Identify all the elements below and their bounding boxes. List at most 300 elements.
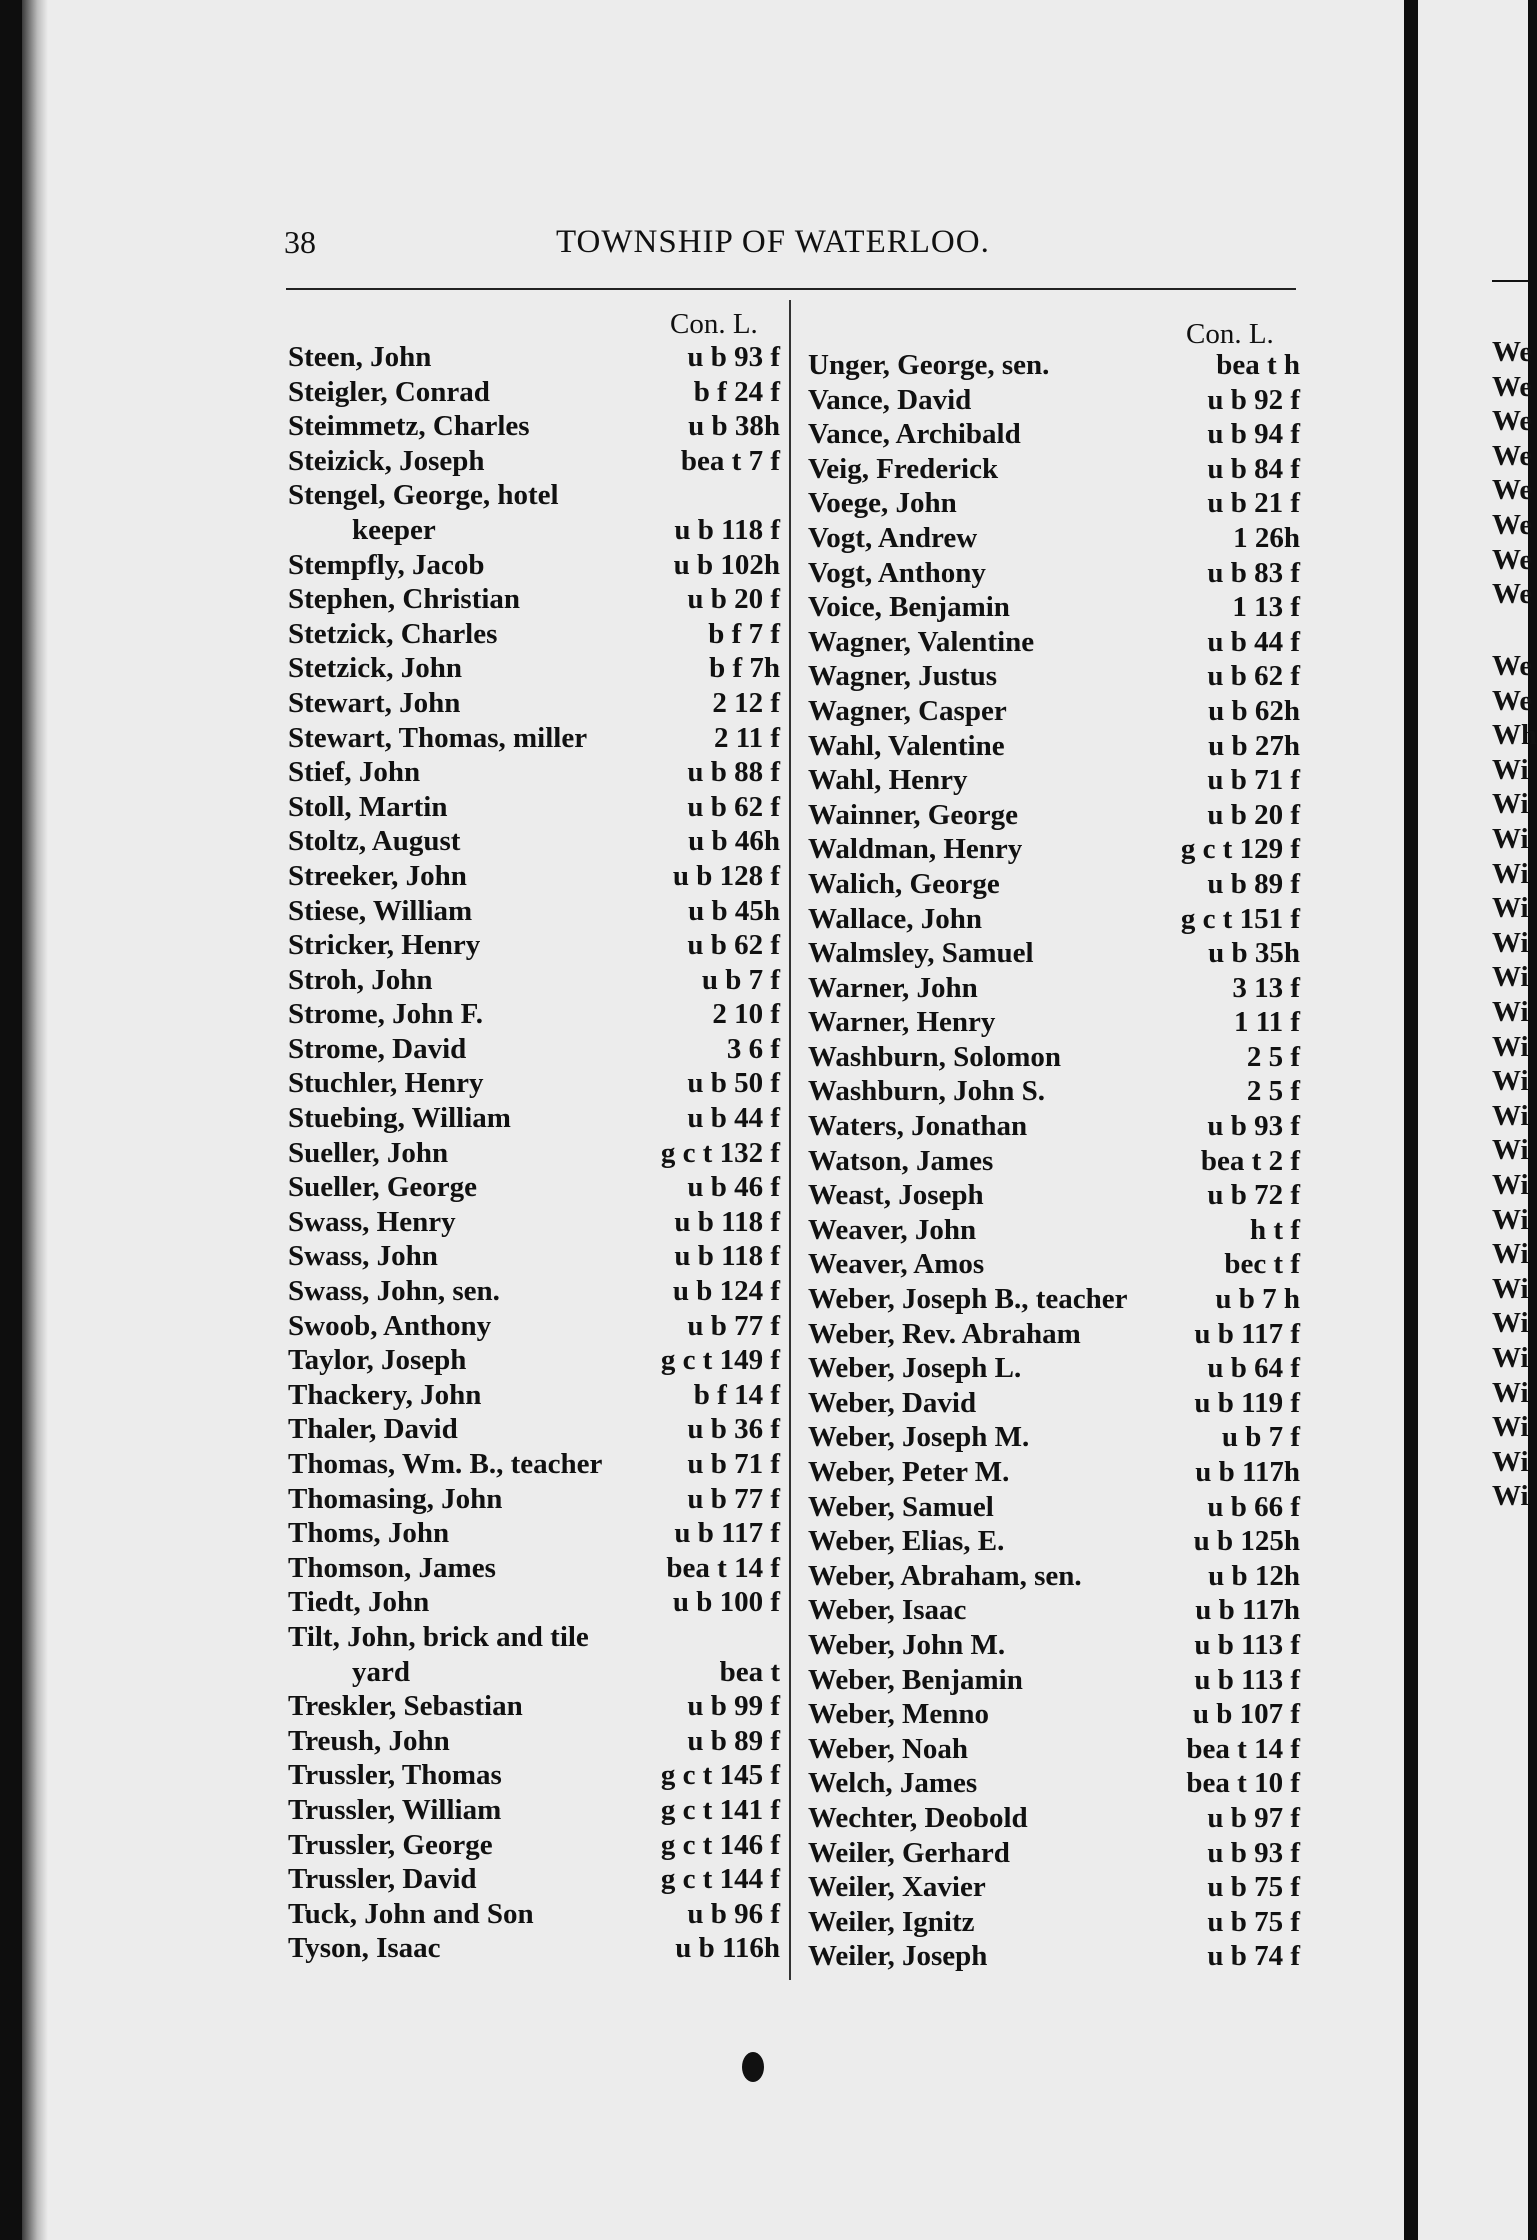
directory-entry (288, 997, 780, 1032)
entry-name: Weaver, John (808, 1213, 977, 1246)
entry-location: bea t 10 f (1186, 1767, 1300, 1800)
entry-name: Wahl, Henry (808, 764, 968, 797)
directory-entry (808, 1386, 1300, 1421)
directory-entry (288, 1239, 780, 1274)
entry-name: Wagner, Valentine (808, 625, 1035, 658)
entry-location: u b 62h (1208, 694, 1300, 727)
entry-name: Stiese, William (288, 894, 473, 927)
entry-name: Weber, Rev. Abraham (808, 1317, 1081, 1350)
entry-name: Treush, John (288, 1724, 450, 1757)
entry-location: bea t 7 f (680, 444, 780, 477)
entry-name: Thomas, Wm. B., teacher (288, 1448, 603, 1480)
entry-name: Stroh, John (288, 963, 433, 996)
entry-name: Weber, Joseph B., teacher (808, 1283, 1128, 1316)
next-page-fragment-text: Wi (1492, 1376, 1529, 1409)
entry-name: Strome, John F. (288, 998, 483, 1031)
directory-entry (288, 1551, 780, 1586)
entry-name: Weiler, Xavier (808, 1871, 986, 1904)
left-column-header: Con. L. (670, 308, 758, 340)
entry-location: u b 7 h (1215, 1283, 1300, 1316)
entry-location: u b 74 f (1207, 1940, 1300, 1973)
directory-entry (808, 1109, 1300, 1144)
directory-entry (288, 721, 780, 756)
entry-name: Swass, Henry (288, 1205, 456, 1238)
directory-entry (288, 1101, 780, 1136)
entry-location: g c t 144 f (660, 1863, 780, 1896)
next-page-fragment-text: Wi (1492, 1445, 1529, 1478)
entry-location: u b 117 f (674, 1517, 780, 1550)
entry-location: u b 27h (1208, 729, 1300, 762)
entry-name: Sueller, John (288, 1136, 449, 1169)
next-page-fragment-text: Wi (1492, 1065, 1529, 1098)
entry-location: g c t 145 f (660, 1759, 780, 1792)
entry-name: Thomasing, John (288, 1482, 503, 1515)
entry-name: Swoob, Anthony (288, 1309, 492, 1342)
directory-entry (808, 971, 1300, 1006)
directory-entry (808, 1455, 1300, 1490)
directory-entry (288, 340, 780, 375)
entry-name: Welch, James (808, 1767, 978, 1800)
entry-location: bea t (719, 1655, 780, 1688)
directory-entry (808, 452, 1300, 487)
entry-name: Vance, David (808, 383, 972, 416)
entry-location: 1 13 f (1232, 591, 1300, 624)
column-divider (789, 300, 791, 1980)
next-page-fragment-text: Wi (1492, 1272, 1529, 1305)
directory-entry (808, 521, 1300, 556)
entry-location: u b 45h (688, 894, 780, 927)
directory-entry (288, 1793, 780, 1828)
next-page-fragment-text: Wi (1492, 1099, 1529, 1132)
entry-name: Steen, John (288, 341, 432, 373)
entry-name: Walmsley, Samuel (808, 937, 1034, 970)
directory-entry (288, 755, 780, 790)
directory-entry (288, 686, 780, 721)
entry-location: 1 11 f (1233, 1006, 1300, 1039)
directory-entry (808, 659, 1300, 694)
directory-entry (808, 1144, 1300, 1179)
next-page-fragment-text: We (1492, 405, 1533, 438)
entry-name: Tyson, Isaac (288, 1932, 441, 1965)
entry-location: u b 97 f (1207, 1801, 1300, 1834)
entry-location: 1 26h (1233, 521, 1300, 554)
directory-entry (288, 824, 780, 859)
directory-entry (808, 936, 1300, 971)
entry-location: u b 118 f (674, 1205, 780, 1238)
entry-name: Weiler, Ignitz (808, 1905, 975, 1938)
entry-location: g c t 149 f (660, 1344, 780, 1377)
page-title: TOWNSHIP OF WATERLOO. (556, 224, 990, 260)
entry-location: u b 62 f (1207, 660, 1300, 693)
header-rule (286, 288, 1296, 290)
entry-name: Stoltz, August (288, 825, 461, 858)
next-page-fragment-text: We (1492, 684, 1533, 717)
next-page-fragment-text: Wi (1492, 1238, 1529, 1271)
directory-entry (808, 1593, 1300, 1628)
entry-name: Wechter, Deobold (808, 1801, 1028, 1834)
entry-name: Stricker, Henry (288, 929, 481, 962)
entry-name: Taylor, Joseph (288, 1344, 467, 1377)
directory-entry (808, 1040, 1300, 1075)
directory-entry (808, 867, 1300, 902)
directory-entry (288, 963, 780, 998)
directory-entry (288, 1655, 780, 1690)
directory-entry (288, 1585, 780, 1620)
next-page-fragment-text: Wi (1492, 1480, 1529, 1513)
directory-entry (808, 729, 1300, 764)
directory-entry (808, 1247, 1300, 1282)
next-page-fragment-text: We (1492, 439, 1533, 472)
entry-name: Wagner, Justus (808, 660, 998, 693)
directory-entry (808, 1697, 1300, 1732)
next-page-fragment-text: Wi (1492, 961, 1529, 994)
entry-location: u b 71 f (687, 1448, 780, 1480)
entry-name: Weaver, Amos (808, 1248, 985, 1281)
entry-location: u b 88 f (687, 756, 780, 789)
directory-entry (288, 1343, 780, 1378)
entry-location: u b 46 f (687, 1171, 780, 1204)
entry-name: Thoms, John (288, 1517, 450, 1550)
entry-name: Treskler, Sebastian (288, 1690, 523, 1723)
entry-location: u b 92 f (1207, 383, 1300, 416)
entry-name: Washburn, Solomon (808, 1040, 1062, 1073)
directory-entry (288, 1758, 780, 1793)
next-page-fragment-text: Wi (1492, 753, 1529, 786)
entry-name: Weber, Menno (808, 1698, 989, 1731)
left-directory-column (288, 340, 788, 1966)
directory-entry (808, 1836, 1300, 1871)
directory-entry (288, 1482, 780, 1517)
entry-name: Weber, Isaac (808, 1594, 967, 1627)
entry-name: Stetzick, Charles (288, 617, 498, 650)
directory-entry (288, 1032, 780, 1067)
directory-entry (808, 1351, 1300, 1386)
entry-location: 3 6 f (726, 1032, 780, 1065)
directory-entry (288, 1412, 780, 1447)
entry-location: u b 21 f (1207, 487, 1300, 520)
entry-name: Weiler, Joseph (808, 1940, 988, 1973)
right-column-header: Con. L. (1186, 318, 1274, 350)
entry-location: b f 14 f (693, 1378, 780, 1411)
entry-location: 2 10 f (712, 998, 780, 1031)
entry-name: Trussler, David (288, 1863, 477, 1896)
entry-name: Weber, Joseph M. (808, 1421, 1030, 1454)
entry-location: u b 83 f (1207, 556, 1300, 589)
next-page-fragment-text: We (1492, 650, 1533, 682)
entry-location: u b 84 f (1207, 452, 1300, 485)
entry-name: Weber, Abraham, sen. (808, 1559, 1082, 1592)
next-page-fragment-text: Wi (1492, 1342, 1529, 1374)
directory-entry (288, 409, 780, 444)
entry-location: bec t f (1224, 1248, 1300, 1281)
ink-blot (742, 2052, 764, 2082)
entry-location: g c t 132 f (660, 1136, 780, 1169)
entry-location: u b 7 f (1221, 1421, 1300, 1454)
entry-name: Weber, Peter M. (808, 1456, 1010, 1488)
next-page-fragment-text: We (1492, 474, 1533, 507)
entry-location: u b 124 f (672, 1275, 780, 1308)
entry-name: Weber, Noah (808, 1732, 969, 1765)
directory-entry (288, 478, 780, 513)
next-page-fragment-text: We (1492, 370, 1533, 403)
directory-entry (808, 1559, 1300, 1594)
directory-entry (808, 1939, 1300, 1974)
directory-entry (808, 383, 1300, 418)
directory-entry (808, 1766, 1300, 1801)
directory-entry (288, 1170, 780, 1205)
next-page-fragment-text: Wi (1492, 1411, 1529, 1444)
directory-entry (288, 1897, 780, 1932)
entry-location: u b 71 f (1207, 764, 1300, 797)
directory-entry (808, 902, 1300, 937)
entry-location: u b 62 f (687, 790, 780, 823)
directory-entry (288, 1066, 780, 1101)
entry-location: u b 36 f (687, 1413, 780, 1446)
entry-location: u b 66 f (1207, 1490, 1300, 1523)
directory-entry (808, 832, 1300, 867)
entry-location: u b 102h (673, 548, 780, 581)
entry-location: u b 89 f (1207, 867, 1300, 900)
entry-location: u b 128 f (672, 859, 780, 892)
entry-name: Waldman, Henry (808, 833, 1023, 866)
entry-location: u b 93 f (1207, 1110, 1300, 1143)
next-page-fragment-text: Wi (1492, 1203, 1529, 1236)
book-page (22, 0, 1404, 2240)
directory-entry (808, 1213, 1300, 1248)
entry-name: Steimmetz, Charles (288, 410, 530, 443)
entry-name: Weber, Benjamin (808, 1663, 1023, 1696)
next-page-fragment-text: Wi (1492, 1030, 1529, 1063)
directory-entry (808, 1524, 1300, 1559)
next-page-fragment-text: Wi (1492, 892, 1529, 925)
directory-entry (808, 1870, 1300, 1905)
entry-name: Tilt, John, brick and tile (288, 1620, 589, 1653)
entry-location: g c t 151 f (1180, 902, 1300, 935)
directory-entry (288, 1378, 780, 1413)
entry-name: Vance, Archibald (808, 418, 1021, 451)
entry-name: Walich, George (808, 867, 1000, 900)
directory-entry (288, 1309, 780, 1344)
directory-entry (288, 1620, 780, 1655)
entry-location: u b 62 f (687, 929, 780, 962)
entry-name: Stewart, John (288, 686, 461, 719)
directory-entry (808, 798, 1300, 833)
entry-location: u b 96 f (687, 1897, 780, 1930)
next-page-fragment-text: We (1492, 336, 1533, 368)
entry-location: b f 7 f (708, 617, 780, 650)
entry-name: Washburn, John S. (808, 1075, 1045, 1108)
entry-location: u b 12h (1208, 1559, 1300, 1592)
entry-name: Stengel, George, hotel (288, 479, 559, 512)
directory-entry (808, 417, 1300, 452)
entry-name: keeper (352, 513, 436, 546)
entry-location: 2 11 f (713, 721, 780, 754)
directory-entry (808, 1282, 1300, 1317)
entry-location: u b 100 f (672, 1586, 780, 1619)
entry-name: Strome, David (288, 1032, 467, 1065)
directory-entry (288, 928, 780, 963)
entry-location: u b 38h (688, 410, 780, 443)
entry-location: u b 7 f (701, 963, 780, 996)
entry-location: u b 113 f (1194, 1663, 1300, 1696)
directory-entry (808, 1663, 1300, 1698)
next-page-fragment-text: Wi (1492, 823, 1529, 855)
entry-name: Wahl, Valentine (808, 729, 1005, 762)
directory-entry (288, 1447, 780, 1482)
entry-name: Swass, John (288, 1240, 438, 1273)
entry-name: Trussler, Thomas (288, 1759, 502, 1792)
entry-location: u b 118 f (674, 513, 780, 546)
directory-entry (808, 556, 1300, 591)
entry-location: u b 113 f (1194, 1628, 1300, 1661)
entry-location: u b 50 f (687, 1067, 780, 1100)
next-page-fragment-text: Wi (1492, 788, 1529, 821)
entry-name: Veig, Frederick (808, 452, 999, 485)
entry-location: u b 20 f (1207, 798, 1300, 831)
entry-location: u b 20 f (687, 583, 780, 616)
entry-location: h t f (1250, 1213, 1300, 1246)
directory-entry (808, 625, 1300, 660)
entry-location: u b 93 f (1207, 1836, 1300, 1869)
entry-name: Vogt, Andrew (808, 521, 978, 554)
entry-name: Warner, Henry (808, 1006, 996, 1039)
entry-location: bea t 2 f (1200, 1144, 1300, 1177)
entry-name: Weiler, Gerhard (808, 1836, 1010, 1869)
entry-name: Stief, John (288, 756, 421, 789)
directory-entry (808, 486, 1300, 521)
entry-location: u b 94 f (1207, 418, 1300, 451)
next-page-fragment-text: Wi (1492, 926, 1529, 959)
directory-entry (808, 590, 1300, 625)
next-page-fragment-text: Wh (1492, 719, 1537, 752)
entry-name: Streeker, John (288, 859, 467, 892)
directory-entry (808, 763, 1300, 798)
next-page-fragment-text: Wi (1492, 1134, 1529, 1167)
entry-location: 2 5 f (1246, 1040, 1300, 1073)
entry-location: u b 75 f (1207, 1905, 1300, 1938)
directory-entry (288, 444, 780, 479)
directory-entry (808, 1317, 1300, 1352)
entry-name: Weber, David (808, 1386, 977, 1419)
directory-entry (808, 1905, 1300, 1940)
entry-name: Stuchler, Henry (288, 1067, 484, 1100)
next-page-fragment-text: Wi (1492, 857, 1529, 890)
next-page-fragment-text: Wi (1492, 1169, 1529, 1201)
entry-name: Stephen, Christian (288, 583, 521, 616)
entry-name: Swass, John, sen. (288, 1275, 500, 1308)
entry-location: u b 117h (1195, 1456, 1300, 1488)
directory-entry (288, 582, 780, 617)
entry-name: Vogt, Anthony (808, 556, 986, 589)
directory-entry (808, 1801, 1300, 1836)
entry-name: Voice, Benjamin (808, 591, 1010, 624)
next-page-fragment (1418, 0, 1537, 2240)
entry-location: u b 77 f (687, 1309, 780, 1342)
directory-entry (288, 894, 780, 929)
entry-location: u b 89 f (687, 1724, 780, 1757)
entry-name: Weber, Elias, E. (808, 1525, 1005, 1558)
entry-location: g c t 146 f (660, 1828, 780, 1861)
entry-location: u b 116h (675, 1932, 780, 1965)
directory-entry (808, 1074, 1300, 1109)
entry-name: Trussler, George (288, 1828, 493, 1861)
directory-entry (288, 859, 780, 894)
directory-entry (288, 1136, 780, 1171)
entry-name: Trussler, William (288, 1793, 502, 1826)
entry-location: u b 125h (1193, 1525, 1300, 1558)
entry-name: Voege, John (808, 487, 957, 520)
entry-name: Thaler, David (288, 1413, 458, 1446)
directory-entry (288, 790, 780, 825)
entry-name: Wainner, George (808, 798, 1018, 831)
entry-location: bea t h (1216, 349, 1300, 381)
next-page-fragment-text: Wi (1492, 1307, 1529, 1340)
entry-name: Weber, John M. (808, 1628, 1006, 1661)
entry-location: u b 72 f (1207, 1179, 1300, 1212)
directory-entry (288, 1828, 780, 1863)
directory-entry (288, 1724, 780, 1759)
entry-name: Wallace, John (808, 902, 983, 935)
directory-entry (288, 651, 780, 686)
entry-location: u b 77 f (687, 1482, 780, 1515)
entry-name: Waters, Jonathan (808, 1110, 1028, 1143)
entry-location: u b 46h (688, 825, 780, 858)
entry-name: Stetzick, John (288, 652, 462, 685)
entry-location: u b 99 f (687, 1690, 780, 1723)
directory-entry (288, 513, 780, 548)
directory-entry (808, 1420, 1300, 1455)
entry-name: yard (352, 1655, 410, 1688)
next-page-fragment-text: Wi (1492, 996, 1529, 1028)
entry-location: u b 118 f (674, 1240, 780, 1273)
entry-name: Stempfly, Jacob (288, 548, 485, 581)
entry-name: Weast, Joseph (808, 1179, 984, 1212)
directory-entry (288, 1205, 780, 1240)
directory-entry (288, 1274, 780, 1309)
entry-name: Sueller, George (288, 1171, 477, 1204)
directory-entry (808, 1005, 1300, 1040)
entry-location: 2 5 f (1246, 1075, 1300, 1108)
entry-location: u b 93 f (687, 341, 780, 373)
directory-entry (808, 694, 1300, 729)
directory-entry (808, 1628, 1300, 1663)
entry-name: Weber, Joseph L. (808, 1352, 1022, 1385)
directory-entry (808, 1178, 1300, 1213)
entry-location: u b 117 f (1194, 1317, 1300, 1350)
directory-entry (288, 1689, 780, 1724)
entry-name: Thomson, James (288, 1551, 496, 1584)
next-page-rule (1492, 280, 1528, 282)
directory-entry (288, 548, 780, 583)
entry-location: u b 75 f (1207, 1871, 1300, 1904)
right-directory-column (808, 348, 1308, 1974)
directory-entry (808, 1490, 1300, 1525)
entry-name: Thackery, John (288, 1378, 482, 1411)
entry-name: Unger, George, sen. (808, 349, 1050, 381)
entry-location: 2 12 f (712, 686, 780, 719)
entry-location: bea t 14 f (1186, 1732, 1300, 1765)
entry-name: Weber, Samuel (808, 1490, 994, 1523)
entry-name: Steizick, Joseph (288, 444, 485, 477)
entry-name: Watson, James (808, 1144, 994, 1177)
entry-location: g c t 129 f (1180, 833, 1300, 866)
directory-entry (288, 1862, 780, 1897)
page-binding-shadow (22, 0, 48, 2240)
entry-location: bea t 14 f (666, 1551, 780, 1584)
directory-entry (288, 1516, 780, 1551)
directory-entry (808, 1732, 1300, 1767)
entry-location: u b 119 f (1194, 1386, 1300, 1419)
